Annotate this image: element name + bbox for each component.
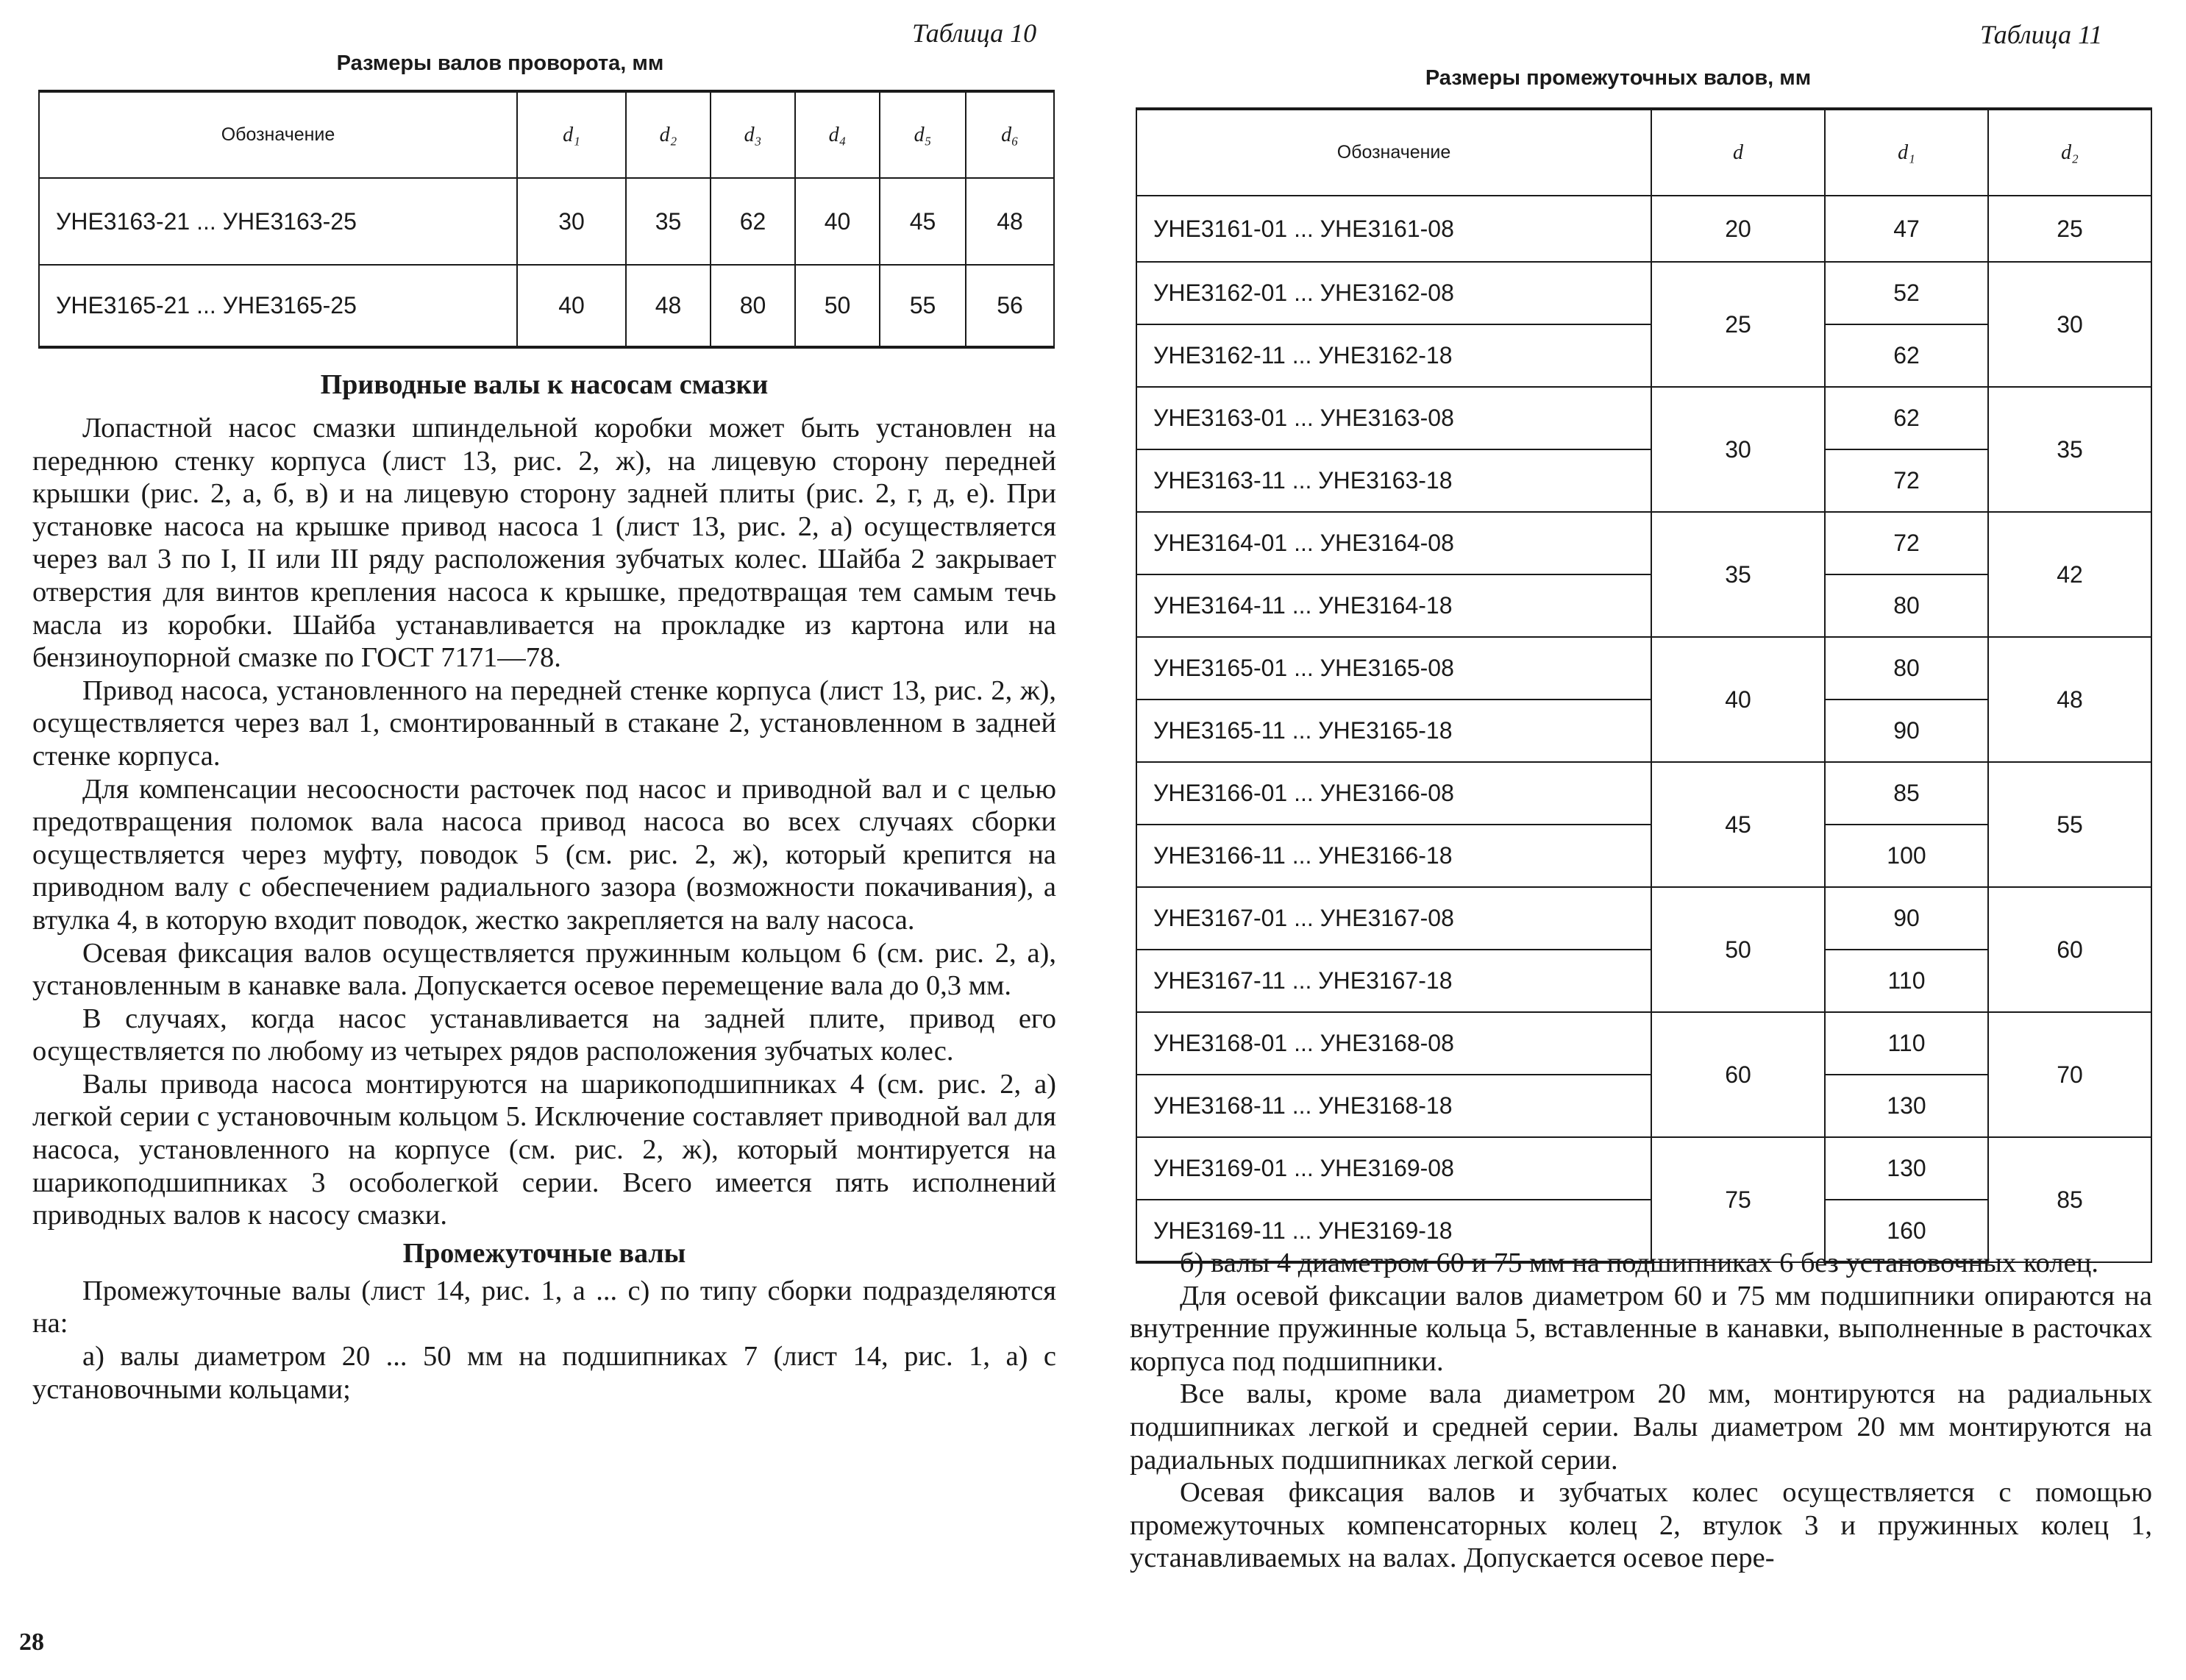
cell-d1: 80 [1825,637,1988,700]
section-heading-pump-drive: Приводные валы к насосам смазки [320,369,769,400]
cell-designation: УНЕ3166-01 ... УНЕ3166-08 [1136,762,1651,825]
paragraph: Для осевой фиксации валов диаметром 60 и 75 мм подшипники опираются на внутренние пружинные кольца 5, вставленные в канавки, выполненные в расточках корпуса под подшипники. [1130,1280,2152,1377]
col-header-d3: d₃ [711,91,795,178]
cell-designation: УНЕ3161-01 ... УНЕ3161-08 [1136,196,1651,262]
table-row [1136,1137,2151,1200]
table-11 [1136,107,2152,1264]
table-row [1136,1012,2151,1075]
table-row [1136,196,2151,262]
cell-d1: 80 [1825,574,1988,637]
cell-designation: УНЕ3162-11 ... УНЕ3162-18 [1136,324,1651,387]
paragraph: Привод насоса, установленного на передней стенке корпуса (лист 13, рис. 2, ж), осуществляется через вал 1, смонтированный в стакане 2, установленном в задней стенке корпуса. [32,675,1056,772]
cell-value: 48 [626,265,711,347]
cell-d1: 130 [1825,1075,1988,1137]
table-row [1136,262,2151,324]
table-row [1136,512,2151,574]
cell-d1: 62 [1825,324,1988,387]
cell-d1: 110 [1825,1012,1988,1075]
paragraph: Валы привода насоса монтируются на шарикоподшипниках 4 (см. рис. 2, а) легкой серии с установочным кольцом 5. Исключение составляет приводной вал для насоса, установленного на корпусе (см. рис. 2, ж), который монтируется на шарикоподшипниках 3 особолегкой серии. Всего имеется пять исполнений приводных валов к насосу смазки. [32,1068,1056,1231]
page-number: 28 [19,1629,44,1656]
cell-value: 35 [626,178,711,265]
cell-d2: 70 [1988,1012,2151,1137]
cell-value: 40 [517,265,626,347]
paragraph: Осевая фиксация валов и зубчатых колес осуществляется с помощью промежуточных компенсаторных колец 2, втулок 3 и пружинных колец 1, устанавливаемых на валах. Допускается осевое пере- [1130,1477,2152,1574]
col-header-designation: Обозначение [1136,109,1651,196]
cell-d1: 72 [1825,512,1988,574]
cell-d: 25 [1651,262,1825,387]
cell-d: 20 [1651,196,1825,262]
paragraph: Лопастной насос смазки шпиндельной коробки может быть установлен на переднюю стенку корпуса (лист 13, рис. 2, ж), на лицевую сторону передней крышки (рис. 2, а, б, в) и на лицевую сторону задней плиты (рис. 2, г, д, е). При установке насоса на крышке привод насоса 1 (лист 13, рис. 2, а) осуществляется через вал 3 по I, II или III ряду расположения зубчатых колес. Шайба 2 закрывает отверстия для винтов крепления насоса к крышке, предотвращая тем самым течь масла из коробки. Шайба устанавливается на прокладке из картона или на бензиноупорной смазке по ГОСТ 7171—78. [32,413,1056,674]
cell-value: 45 [880,178,966,265]
table-10-label: Таблица 10 [912,18,1037,48]
table-11-label: Таблица 11 [1980,20,2103,49]
col-header-d2: d₂ [626,91,711,178]
cell-d2: 42 [1988,512,2151,637]
cell-d1: 90 [1825,700,1988,762]
cell-designation: УНЕ3162-01 ... УНЕ3162-08 [1136,262,1651,324]
paragraph: Все валы, кроме вала диаметром 20 мм, монтируются на радиальных подшипниках легкой и средней серии. Валы диаметром 20 мм монтируются на радиальных подшипниках легкой серии. [1130,1378,2152,1476]
cell-value: 50 [795,265,880,347]
cell-value: 56 [966,265,1054,347]
cell-d1: 47 [1825,196,1988,262]
cell-d1: 100 [1825,825,1988,887]
left-page [0,0,1089,1680]
cell-value: 62 [711,178,795,265]
cell-designation: УНЕ3167-01 ... УНЕ3167-08 [1136,887,1651,950]
cell-d1: 85 [1825,762,1988,825]
cell-designation: УНЕ3163-21 ... УНЕ3163-25 [39,178,517,265]
col-header-d1: d₁ [1825,109,1988,196]
cell-d: 50 [1651,887,1825,1012]
cell-d: 75 [1651,1137,1825,1262]
table-10-title: Размеры валов проворота, мм [336,51,664,75]
cell-designation: УНЕ3163-11 ... УНЕ3163-18 [1136,449,1651,512]
cell-value: 48 [966,178,1054,265]
cell-d2: 85 [1988,1137,2151,1262]
cell-d1: 110 [1825,950,1988,1012]
cell-designation: УНЕ3164-01 ... УНЕ3164-08 [1136,512,1651,574]
cell-d1: 130 [1825,1137,1988,1200]
cell-d2: 48 [1988,637,2151,762]
cell-d1: 90 [1825,887,1988,950]
cell-d1: 72 [1825,449,1988,512]
col-header-d4: d₄ [795,91,880,178]
cell-designation: УНЕ3169-11 ... УНЕ3169-18 [1136,1200,1651,1262]
cell-designation: УНЕ3165-11 ... УНЕ3165-18 [1136,700,1651,762]
cell-value: 80 [711,265,795,347]
col-header-d6: d₆ [966,91,1054,178]
cell-d: 60 [1651,1012,1825,1137]
cell-d: 35 [1651,512,1825,637]
cell-designation: УНЕ3166-11 ... УНЕ3166-18 [1136,825,1651,887]
paragraph: В случаях, когда насос устанавливается на задней плите, привод его осуществляется по любому из четырех рядов расположения зубчатых колес. [32,1003,1056,1067]
col-header-designation: Обозначение [39,91,517,178]
paragraph: а) валы диаметром 20 ... 50 мм на подшипниках 7 (лист 14, рис. 1, а) с установочными кольцами; [32,1341,1056,1405]
paragraph: Осевая фиксация валов осуществляется пружинным кольцом 6 (см. рис. 2, а), установленным в канавке вала. Допускается осевое перемещение вала до 0,3 мм. [32,937,1056,1002]
cell-d: 30 [1651,387,1825,512]
col-header-d: d [1651,109,1825,196]
paragraph: б) валы 4 диаметром 60 и 75 мм на подшипниках 6 без установочных колец. [1180,1247,2098,1278]
cell-designation: УНЕ3169-01 ... УНЕ3169-08 [1136,1137,1651,1200]
paragraph: Для компенсации несоосности расточек под насос и приводной вал и с целью предотвращения поломок вала насоса привод насоса во всех случаях сборки осуществляется через муфту, поводок 5 (см. рис. 2, ж), который крепится на приводном валу с обеспечением радиального зазора (возможности покачивания), а втулка 4, в которую входит поводок, жестко закрепляется на валу насоса. [32,773,1056,936]
right-body-text [1130,1247,2152,1575]
table-10 [38,90,1055,349]
cell-d2: 25 [1988,196,2151,262]
table-row [1136,387,2151,449]
table-row [1136,887,2151,950]
cell-designation: УНЕ3167-11 ... УНЕ3167-18 [1136,950,1651,1012]
col-header-d2: d₂ [1988,109,2151,196]
cell-d: 40 [1651,637,1825,762]
table-row [39,265,1054,347]
cell-designation: УНЕ3165-01 ... УНЕ3165-08 [1136,637,1651,700]
table-row [1136,762,2151,825]
cell-designation: УНЕ3165-21 ... УНЕ3165-25 [39,265,517,347]
cell-value: 30 [517,178,626,265]
table-row [1136,637,2151,700]
cell-value: 40 [795,178,880,265]
cell-designation: УНЕ3164-11 ... УНЕ3164-18 [1136,574,1651,637]
cell-d: 45 [1651,762,1825,887]
cell-d2: 55 [1988,762,2151,887]
table-row [39,178,1054,265]
left-body-text [32,363,1056,1406]
right-page [1089,0,2186,1680]
cell-d1: 160 [1825,1200,1988,1262]
section-heading-intermediate-shafts: Промежуточные валы [402,1237,686,1269]
col-header-d5: d₅ [880,91,966,178]
cell-d2: 30 [1988,262,2151,387]
cell-designation: УНЕ3163-01 ... УНЕ3163-08 [1136,387,1651,449]
cell-value: 55 [880,265,966,347]
table-11-title: Размеры промежуточных валов, мм [1425,66,1812,90]
paragraph: Промежуточные валы (лист 14, рис. 1, а ... с) по типу сборки подразделяются на: [32,1275,1056,1339]
col-header-d1: d₁ [517,91,626,178]
cell-designation: УНЕ3168-11 ... УНЕ3168-18 [1136,1075,1651,1137]
cell-d1: 62 [1825,387,1988,449]
cell-d1: 52 [1825,262,1988,324]
cell-d2: 35 [1988,387,2151,512]
cell-designation: УНЕ3168-01 ... УНЕ3168-08 [1136,1012,1651,1075]
cell-d2: 60 [1988,887,2151,1012]
